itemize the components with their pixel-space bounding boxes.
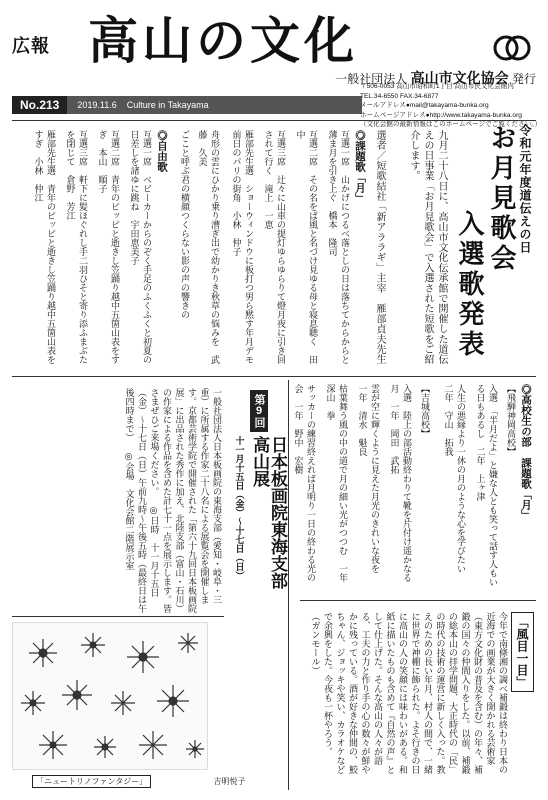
kyoka-poem xyxy=(438,384,466,589)
issue-number: No.213 xyxy=(12,96,67,114)
exhibit-venue: ◎会場 文化会館二階展示室 xyxy=(123,452,134,570)
poem-text: 青年のピッピと逝きし笠踊り越中五箇山表をすぎ xyxy=(96,130,119,364)
kyoka-school-b: 【吉城高校】 xyxy=(419,384,429,438)
poem-rank: 互選一席 xyxy=(141,130,151,166)
poem-rank: 入選 xyxy=(401,384,411,402)
column-title: 「風目一目」 xyxy=(511,612,534,692)
poem-rank: 雁部先生選 xyxy=(243,130,253,175)
exhibit-time: ◎日時 十一月十五日（金）〜十七日（日）午前九時〜午後五時（最終日は午後四時まで） xyxy=(123,388,159,613)
free-poem xyxy=(92,130,120,370)
poem-author: 一年 清水 魁良 xyxy=(356,384,367,456)
poem-text: 山かげにつるべ落としの日は落ちてからからと薄ま月を引き上ぐ xyxy=(326,130,349,364)
artwork-artist: 吉明悦子 xyxy=(213,777,246,786)
poem-author: 一年 岡田 武拓 xyxy=(388,402,399,474)
poetry-kicker: 令和元年度道伝えの日 xyxy=(518,124,532,254)
divider xyxy=(12,120,536,121)
poem-author: 田中 xyxy=(294,130,317,364)
free-poem xyxy=(60,130,88,370)
publisher-suffix: 発行 xyxy=(511,72,536,86)
contact-website[interactable]: ホームページアドレス●http://www.takayama-bunka.org xyxy=(360,111,522,119)
poem-author: 倉野 芳江 xyxy=(64,175,75,220)
theme-poem xyxy=(226,130,254,370)
snowflake-print-icon xyxy=(13,623,208,770)
divider xyxy=(12,376,536,377)
poem-text: 枯葉舞う風の中の道で月の細い光がつつむ xyxy=(337,384,347,555)
masthead-small-title: 広報 xyxy=(12,36,50,57)
poem-author: 橋本 隆司 xyxy=(326,211,337,256)
poetry-judges: 選者／短歌結社「新アララギ」主宰 雁部貞夫先生 xyxy=(374,130,385,365)
poem-text: 青年のピッピと逝きし笠踊り越中五箇山表をすぎ xyxy=(32,130,55,364)
free-poem xyxy=(124,130,152,370)
artwork-title: 「ニュートリノファンタジー」 xyxy=(32,775,151,788)
contact-block xyxy=(360,82,542,130)
poem-text: サッカーの練習終えれば月明り一日の終わる光の会 xyxy=(292,384,315,582)
exhibit-body-text: 一般社団法人日本板画院の東海支部（愛知・岐阜・三重）に所属する作家二十八名による展覧会を開催します。京都芸術学院で開催された「第六十九回日本板画院展」に出品された秀作に加え、北陸支部（富山・石川）の作家による作品を含めた計七十一点を展示します。皆さまぜひご来場ください。 xyxy=(148,388,221,613)
issue-tagline: Culture in Takayama xyxy=(126,100,209,110)
poem-author: 一年 深山 拳 xyxy=(324,384,347,591)
extra-poem xyxy=(174,130,190,370)
masthead-main-title: 高山の文化 xyxy=(88,11,358,70)
exhibit-dates: 十一月十五日（金）〜十七日（日） xyxy=(233,436,244,580)
free-poems-head: ◎自由歌 xyxy=(156,130,168,172)
artwork-caption xyxy=(32,776,245,787)
poem-author: 二年 守山 拓我 xyxy=(442,384,453,456)
poem-rank: 互選二席 xyxy=(109,130,119,166)
poem-author: 一年 野中 宏樹 xyxy=(292,402,303,474)
theme-poem xyxy=(290,130,318,370)
poem-rank: 互選一席 xyxy=(339,130,349,166)
contact-line: 〒506-0053 高山市昭和町1丁目 高山市民文化会館内 xyxy=(360,83,514,90)
kyoka-poem xyxy=(384,384,412,589)
poem-text: ショーウィンドウに板打つ男ら黙す年月デモ前日のパリの街角 xyxy=(230,130,253,364)
extra-poem xyxy=(192,130,220,370)
poem-text: 舟形の雲にひかり乗り漕ぎ出で幼かりき秋草の悩みを xyxy=(209,130,219,346)
poem-rank: 互選三席 xyxy=(77,130,87,166)
poem-text: 雲が空に輝くように見えた月光のきれいな夜を xyxy=(369,384,379,573)
divider xyxy=(12,616,224,617)
poem-author: 本山 順子 xyxy=(96,148,107,193)
exhibit-badge: 第9回 xyxy=(250,390,268,432)
poem-author: 滝上 一恵 xyxy=(262,184,273,229)
exhibit-title: 日本板画院東海支部 高山展 xyxy=(250,436,287,589)
issue-date: 2019.11.6 xyxy=(77,100,117,110)
poem-author: 小林 仲江 xyxy=(32,157,43,202)
issue-info-bar xyxy=(12,96,362,114)
contact-line: （文化会館の最新情報はこのホームページでご覧ください。） xyxy=(360,121,542,129)
divider xyxy=(300,600,536,601)
kyoka-poem xyxy=(320,384,348,589)
kyoka-poem xyxy=(288,384,316,589)
poem-text: 「半月だよ」と嫌な人とも笑って話す人もいる日もあるし xyxy=(474,384,497,587)
poem-text: 陸上の部活動終わりて靴を片付け遥かなる月 xyxy=(388,384,411,582)
column-signature: （ガンモール） xyxy=(309,612,320,675)
divider xyxy=(288,380,289,790)
contact-email[interactable]: メールアドレス●mail@takayama-bunka.org xyxy=(360,102,489,110)
poetry-title-a: お月見歌会 xyxy=(486,124,516,274)
poem-author: 宇田恵美子 xyxy=(128,220,139,265)
poem-text: 軒下に髪ほぐれし手二羽ひそと寄り添ふまぶたを閉じて xyxy=(64,130,87,364)
poem-text: 人生の悪縁より一休の月のような心を学びたい xyxy=(455,384,465,573)
contact-line: TEL.34-6550 FAX.34-6877 xyxy=(360,92,439,100)
column-body-text: 今年で南條湘の調べ補鍛は終わり日本の近海での画業が大きく開かれる芸術家（東方文化財の普及を含む）の年々、補鍛の国々の仲間入りをした。以前、補鍛の総本山の拝学問題、大正時代の「民」の時代の技術の運営に新しく入った。教えのための長い年月、村人の間で、一緒に世界で神棚に飾られた。よそ行きの日に高山の人の笑顔には味わいがある。和紙に描いたものも含めて『自然の声』として仕上げた。そんな高山の人々が語る、工夫の力と作り手の心の数々が鮮やかに残っている。酒が好きな仲間の、鮫ちゃん、ジョッキや笑い、カラオケなどで余興をした。今夜も一杯やろう。 xyxy=(322,612,507,774)
poem-rank: 互選三席 xyxy=(275,130,285,166)
masthead xyxy=(12,10,536,90)
free-poem xyxy=(28,130,56,370)
kyoka-poem xyxy=(470,384,498,589)
column-body xyxy=(309,612,508,782)
theme-poems-head: ◎課題歌「月」 xyxy=(354,130,366,204)
poem-author: 武藤 久美 xyxy=(196,130,219,364)
exhibit-body xyxy=(12,388,222,614)
poem-text: その名をば風と名づけ見ゆる母と寝息聴く xyxy=(307,175,317,346)
theme-poem xyxy=(322,130,350,370)
poem-rank: 雁部先生選 xyxy=(45,130,55,175)
poem-rank: 入選 xyxy=(487,384,497,402)
poetry-intro: 九月二十八日に、高山市文化伝承館で開催した道伝えの日事業「お月見歌会」で入選された短歌をご紹介します。 xyxy=(408,130,447,365)
poem-rank: 互選二席 xyxy=(307,130,317,166)
kyoka-head: ◎高校生の部 課題歌「月」 xyxy=(520,384,532,521)
poem-text: ごこと呼ぶ君の横顔つくらない影の声の響きの xyxy=(179,130,189,328)
poem-author: 小林 仲子 xyxy=(230,211,241,256)
theme-poem xyxy=(258,130,286,370)
poetry-title-b: 入選歌発表 xyxy=(454,210,484,360)
association-emblem-icon xyxy=(492,28,532,68)
publisher-prefix: 一般社団法人 xyxy=(335,72,408,86)
poem-text: 辻々に山車の提灯ゆらゆらりて燈月夜に引き回されて行く xyxy=(262,130,285,364)
poem-author: 二年 上ヶ津 xyxy=(474,447,485,501)
woodblock-artwork-image xyxy=(12,622,208,770)
poem-text: ベビーカーからのぞく手足のふくふくと初夏の日差しを諸ゆに跳ね xyxy=(128,130,151,364)
kyoka-school-a: 【飛騨神岡高校】 xyxy=(505,384,515,456)
publisher-name: 高山市文化協会 xyxy=(410,70,509,86)
kyoka-poem xyxy=(352,384,380,589)
